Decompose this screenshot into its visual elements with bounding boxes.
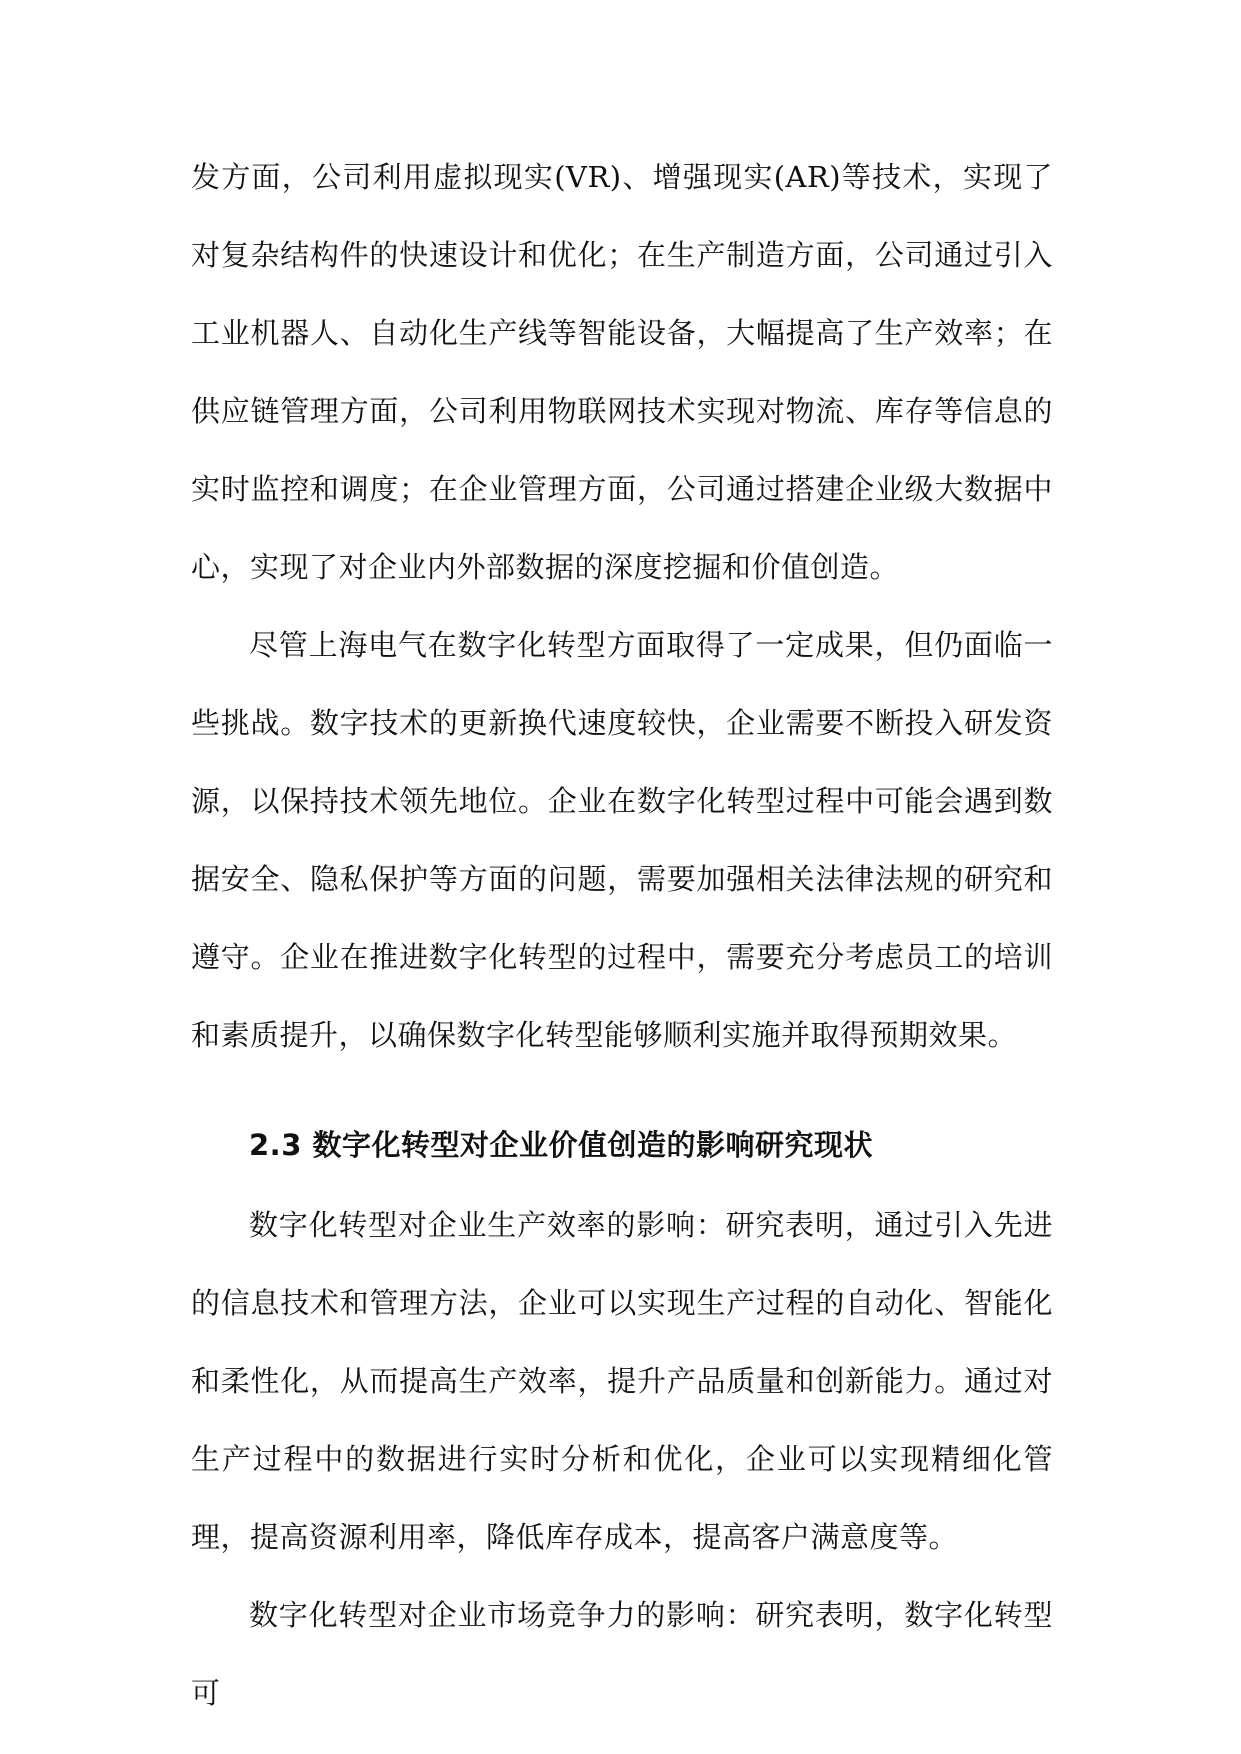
paragraph-continuation: 发方面，公司利用虚拟现实(VR)、增强现实(AR)等技术，实现了对复杂结构件的快速设计和优化；在生产制造方面，公司通过引入工业机器人、自动化生产线等智能设备，大幅提高了生产效率；在供应链管理方面，公司利用物联网技术实现对物流、库存等信息的实时监控和调度；在企业管理方面，公司通过搭建企业级大数据中心，实现了对企业内外部数据的深度挖掘和价值创造。 [191, 160, 1053, 584]
paragraph-challenges: 尽管上海电气在数字化转型方面取得了一定成果，但仍面临一些挑战。数字技术的更新换代速度较快，企业需要不断投入研发资源，以保持技术领先地位。企业在数字化转型过程中可能会遇到数据安全、隐私保护等方面的问题，需要加强相关法律法规的研究和遵守。企业在推进数字化转型的过程中，需要充分考虑员工的培训和素质提升，以确保数字化转型能够顺利实施并取得预期效果。 [191, 628, 1053, 1052]
document-body [191, 138, 1053, 1732]
section-heading: 2.3 数字化转型对企业价值创造的影响研究现状 [249, 1128, 873, 1162]
paragraph-production-efficiency: 数字化转型对企业生产效率的影响：研究表明，通过引入先进的信息技术和管理方法，企业可以实现生产过程的自动化、智能化和柔性化，从而提高生产效率，提升产品质量和创新能力。通过对生产过程中的数据进行实时分析和优化，企业可以实现精细化管理，提高资源利用率，降低库存成本，提高客户满意度等。 [191, 1208, 1053, 1554]
paragraph-market-competitiveness: 数字化转型对企业市场竞争力的影响：研究表明，数字化转型可 [191, 1598, 1053, 1710]
